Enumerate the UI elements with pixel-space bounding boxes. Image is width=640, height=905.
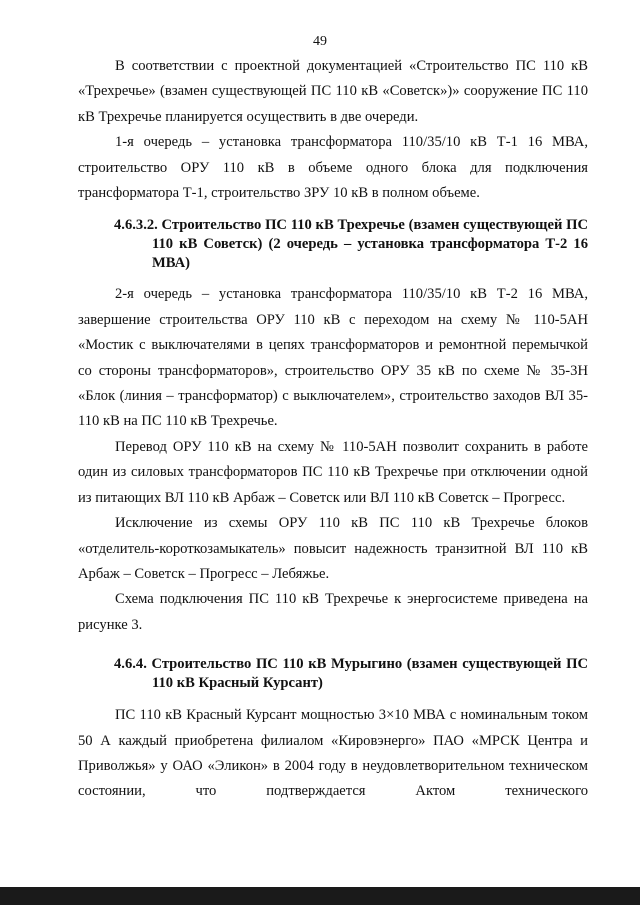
paragraph: Схема подключения ПС 110 кВ Трехречье к энергосистеме приведена на рисунке 3. (78, 591, 588, 633)
section-heading: 4.6.3.2. Строительство ПС 110 кВ Трехречье (взамен существующей ПС 110 кВ Советск) (2 очередь – установка трансформатора Т-2 16 МВА) (114, 217, 588, 272)
paragraph: 2-я очередь – установка трансформатора 110/35/10 кВ Т-2 16 МВА, завершение строительства ОРУ 110 кВ с переходом на схему № 110-5АН «Мостик с выключателями в цепях трансформаторов и ремонтной перемычкой со стороны трансформаторов», строительство ОРУ 35 кВ по схеме № 35-3Н «Блок (линия – трансформатор) с выключателем», строительство заходов ВЛ 35-110 кВ на ПС 110 кВ Трехречье. (78, 286, 588, 430)
paragraph: В соответствии с проектной документацией «Строительство ПС 110 кВ «Трехречье» (взамен существующей ПС 110 кВ «Советск»)» сооружение ПС 110 кВ Трехречье планируется осуществить в две очереди. (78, 58, 588, 125)
paragraph: Перевод ОРУ 110 кВ на схему № 110-5АН позволит сохранить в работе один из силовых трансформаторов ПС 110 кВ Трехречье при отключении одной из питающих ВЛ 110 кВ Арбаж – Советск или ВЛ 110 кВ Советск – Прогресс. (78, 438, 588, 506)
document-body (78, 54, 588, 805)
scan-bottom-border (0, 887, 640, 905)
paragraph: 1-я очередь – установка трансформатора 110/35/10 кВ Т-1 16 МВА, строительство ОРУ 110 кВ в объеме одного блока для подключения трансформатора Т-1, строительство ЗРУ 10 кВ в полном объеме. (78, 134, 588, 202)
page-number: 49 (313, 34, 327, 49)
paragraph: ПС 110 кВ Красный Курсант мощностью 3×10 МВА с номинальным током 50 А каждый приобретена филиалом «Кировэнерго» ПАО «МРСК Центра и Приволжья» у ОАО «Эликон» в 2004 году в неудовлетворительном техническом состоянии, что подтверждается Актом технического (78, 707, 588, 800)
paragraph: Исключение из схемы ОРУ 110 кВ ПС 110 кВ Трехречье блоков «отделитель-короткозамыкатель» повысит надежность транзитной ВЛ 110 кВ Арбаж – Советск – Прогресс – Лебяжье. (78, 515, 588, 582)
section-heading: 4.6.4. Строительство ПС 110 кВ Мурыгино (взамен существующей ПС 110 кВ Красный Курсант) (114, 656, 588, 692)
